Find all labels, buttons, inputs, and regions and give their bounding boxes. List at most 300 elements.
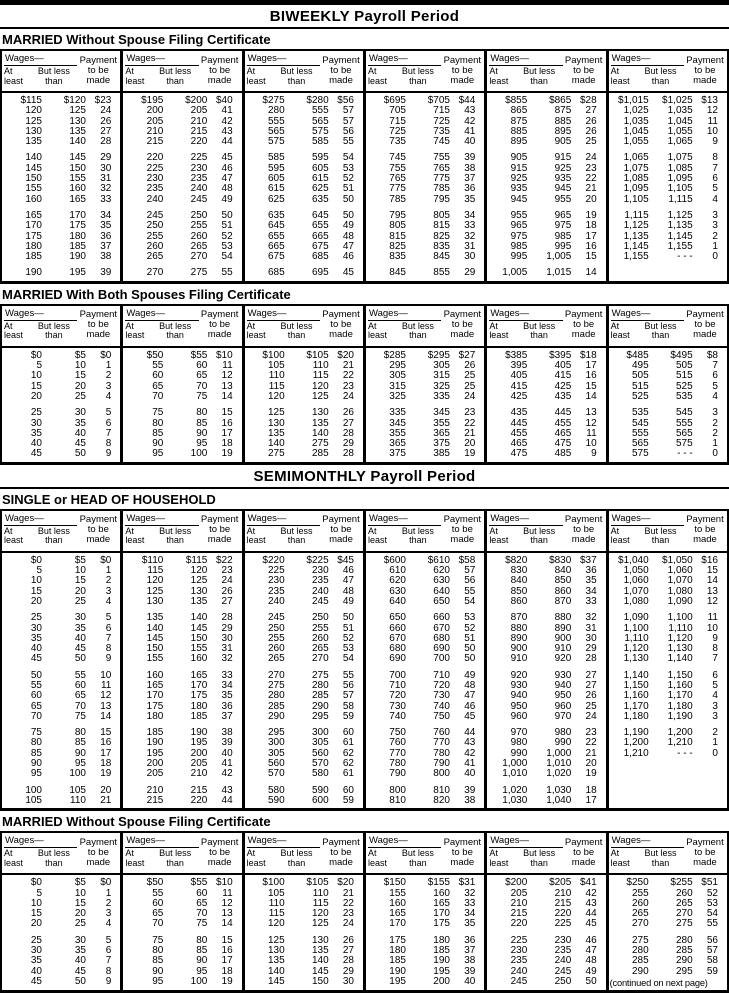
at-least-value: 305 xyxy=(267,747,285,759)
column-group-header xyxy=(609,833,727,875)
but-less-than-value: 855 xyxy=(433,267,450,279)
but-less-than-value: 345 xyxy=(433,407,450,419)
payment-value: 59 xyxy=(342,794,354,806)
wages-header xyxy=(125,834,198,873)
payment-value: 27 xyxy=(585,669,597,681)
at-least-value: 160 xyxy=(25,193,42,205)
at-least-value: 455 xyxy=(510,427,528,439)
payment-value: 43 xyxy=(585,897,597,909)
at-least-value: 280 xyxy=(267,105,285,117)
payment-value: 40 xyxy=(464,975,476,987)
at-least-value: 85 xyxy=(30,747,42,759)
row-block xyxy=(487,351,605,402)
at-least-value: 505 xyxy=(631,370,649,382)
payment-value: 56 xyxy=(706,934,718,946)
payment-label: Payment to be made xyxy=(200,836,239,868)
table-row xyxy=(609,351,727,361)
but-less-than-value: 110 xyxy=(70,794,86,806)
table-row xyxy=(245,408,363,418)
but-less-than-value: 1,085 xyxy=(667,162,693,174)
but-less-than-value: 50 xyxy=(74,975,86,987)
at-least-value: 835 xyxy=(389,251,406,263)
but-less-than-value: 15 xyxy=(74,575,86,587)
at-least-value: 60 xyxy=(30,690,42,702)
but-less-than-value: 180 xyxy=(69,230,86,242)
at-least-value: 5 xyxy=(36,887,42,899)
payment-value: 42 xyxy=(585,887,597,899)
table-row xyxy=(366,195,484,205)
payment-value: 0 xyxy=(712,747,718,759)
payment-label: Payment to be made xyxy=(200,54,239,86)
at-least-value: 200 xyxy=(146,758,164,770)
at-least-value: 25 xyxy=(30,612,42,624)
at-least-label: At least xyxy=(4,66,24,86)
but-less-than-value: 860 xyxy=(554,585,572,597)
payment-value: 33 xyxy=(464,897,476,909)
at-least-value: 1,020 xyxy=(502,784,528,796)
payment-value: 3 xyxy=(712,209,718,221)
payment-value: 24 xyxy=(585,710,597,722)
but-less-than-value: $1,025 xyxy=(662,95,693,106)
payment-value: 48 xyxy=(221,183,233,195)
but-less-than-value: 255 xyxy=(311,622,329,634)
but-less-than-value: 715 xyxy=(433,105,450,117)
wage-column-group xyxy=(606,51,727,281)
at-least-value: 825 xyxy=(389,240,406,252)
payment-value: 23 xyxy=(464,407,476,419)
payment-label: Payment to be made xyxy=(79,54,118,86)
wage-subheaders xyxy=(247,526,320,546)
but-less-than-value: 575 xyxy=(311,125,329,137)
but-less-than-value: 10 xyxy=(74,887,86,899)
but-less-than-value: 645 xyxy=(311,209,329,221)
but-less-than-value: 1,080 xyxy=(667,585,693,597)
payment-value: 3 xyxy=(105,585,112,597)
row-block xyxy=(487,408,605,459)
row-block xyxy=(366,936,484,987)
payment-value: $20 xyxy=(337,877,354,889)
at-least-value: 265 xyxy=(146,251,164,263)
at-least-value: 220 xyxy=(146,152,164,164)
payment-value: 24 xyxy=(585,152,597,164)
but-less-than-value: 185 xyxy=(69,240,86,252)
wages-label: Wages— xyxy=(4,834,77,848)
row-block xyxy=(123,728,241,779)
at-least-value: 1,035 xyxy=(623,115,649,127)
payment-value: 23 xyxy=(221,565,233,577)
payment-value: 53 xyxy=(221,240,233,252)
at-least-value: 70 xyxy=(152,918,164,930)
but-less-than-value: 265 xyxy=(311,643,329,655)
but-less-than-value: 615 xyxy=(311,173,329,185)
but-less-than-label: But less than xyxy=(159,320,192,341)
table-row xyxy=(245,654,363,664)
at-least-value: 270 xyxy=(146,267,164,279)
payment-value: 46 xyxy=(342,251,354,263)
but-less-than-value: 140 xyxy=(69,136,86,148)
table-row xyxy=(123,613,241,623)
table-row xyxy=(2,878,120,888)
but-less-than-value: 825 xyxy=(433,230,450,242)
payment-value: 45 xyxy=(585,918,597,930)
payment-value: 6 xyxy=(105,945,112,957)
at-least-value: 40 xyxy=(30,965,42,977)
at-least-value: 110 xyxy=(268,370,285,382)
column-group-body xyxy=(366,93,484,281)
at-least-value: 155 xyxy=(389,887,406,899)
but-less-than-value: 800 xyxy=(433,768,450,780)
payment-value: 60 xyxy=(342,727,354,739)
but-less-than-value: 205 xyxy=(190,758,208,770)
but-less-than-value: 70 xyxy=(196,908,208,920)
at-least-value: $1,015 xyxy=(618,95,649,106)
but-less-than-value: 100 xyxy=(190,448,208,460)
table-row xyxy=(2,439,120,449)
payment-value: 6 xyxy=(712,669,718,681)
but-less-than-value: 1,090 xyxy=(667,595,693,607)
row-block xyxy=(609,211,727,262)
wage-column-group xyxy=(242,511,363,809)
at-least-value: 100 xyxy=(25,784,42,796)
at-least-label: At least xyxy=(4,525,24,546)
wages-header xyxy=(368,512,441,551)
payment-value: 32 xyxy=(464,887,476,899)
but-less-than-value: 185 xyxy=(433,945,450,957)
but-less-than-value: 30 xyxy=(74,612,86,624)
row-block xyxy=(245,613,363,664)
payment-value: 1 xyxy=(105,565,112,577)
but-less-than-value: 1,125 xyxy=(667,209,693,221)
at-least-value: 850 xyxy=(510,585,528,597)
payment-value: 37 xyxy=(464,173,476,185)
payment-value: 33 xyxy=(585,595,597,607)
column-group-body xyxy=(245,875,363,990)
at-least-value: 245 xyxy=(267,612,285,624)
row-block xyxy=(366,268,484,278)
at-least-value: 765 xyxy=(389,173,406,185)
but-less-than-value: 1,075 xyxy=(667,152,693,164)
but-less-than-value: 965 xyxy=(554,209,572,221)
payment-value: 41 xyxy=(464,125,476,137)
table-row xyxy=(366,449,484,459)
payment-value: 6 xyxy=(712,173,718,185)
column-group-header xyxy=(245,306,363,348)
column-group-body xyxy=(366,348,484,462)
payment-value: 12 xyxy=(221,370,233,382)
period-title-semimonthly: SEMIMONTHLY Payroll Period xyxy=(0,465,729,489)
but-less-than-value: 955 xyxy=(554,193,572,205)
table-row xyxy=(366,137,484,147)
at-least-value: 300 xyxy=(267,737,285,749)
payment-value: 27 xyxy=(221,595,233,607)
payment-value: 9 xyxy=(105,975,112,987)
but-less-than-value: 85 xyxy=(74,737,86,749)
row-block xyxy=(245,96,363,147)
wages-label: Wages— xyxy=(489,52,562,66)
column-group-body xyxy=(123,93,241,281)
row-block xyxy=(366,96,484,147)
payment-label: Payment to be made xyxy=(79,836,118,868)
at-least-value: 740 xyxy=(389,710,406,722)
at-least-value: 75 xyxy=(152,934,164,946)
payment-value: 17 xyxy=(221,427,233,439)
payment-value: 20 xyxy=(100,784,112,796)
payment-value: 44 xyxy=(221,136,233,148)
payment-label: Payment to be made xyxy=(686,836,724,868)
but-less-than-value: 30 xyxy=(74,407,86,419)
payment-value: 57 xyxy=(342,115,354,127)
row-block xyxy=(2,408,120,459)
row-block xyxy=(2,613,120,664)
at-least-value: 45 xyxy=(30,448,42,460)
at-least-value: 140 xyxy=(267,965,285,977)
at-least-value: 140 xyxy=(267,438,285,450)
at-least-value: 140 xyxy=(25,152,42,164)
but-less-than-value: 125 xyxy=(69,105,86,117)
payment-value: 9 xyxy=(712,136,718,148)
row-block xyxy=(123,96,241,147)
payment-value: 14 xyxy=(221,918,233,930)
but-less-than-value: 1,120 xyxy=(667,632,693,644)
table-row xyxy=(609,449,727,459)
at-least-value: 575 xyxy=(631,448,649,460)
but-less-than-label: But less than xyxy=(280,848,313,868)
table-row xyxy=(2,919,120,929)
at-least-value: 180 xyxy=(25,240,42,252)
at-least-label: At least xyxy=(246,66,266,86)
but-less-than-value: 1,170 xyxy=(667,690,693,702)
but-less-than-value: 260 xyxy=(311,632,329,644)
but-less-than-value: 300 xyxy=(311,727,329,739)
table-row xyxy=(609,967,727,977)
wage-subheaders xyxy=(489,848,562,868)
wage-subheaders xyxy=(368,526,441,546)
payment-value: 54 xyxy=(221,251,233,263)
at-least-value: 95 xyxy=(152,448,164,460)
at-least-value: 525 xyxy=(631,390,649,402)
table-row xyxy=(2,946,120,956)
payment-value: 17 xyxy=(221,955,233,967)
column-group-body xyxy=(487,348,605,462)
payment-value: 25 xyxy=(464,370,476,382)
at-least-value: $1,040 xyxy=(618,554,649,566)
at-least-value: 1,005 xyxy=(502,267,528,279)
payment-value: 36 xyxy=(464,183,476,195)
payment-value: 43 xyxy=(464,737,476,749)
row-block xyxy=(366,351,484,402)
but-less-than-value: 145 xyxy=(311,965,329,977)
table-row xyxy=(366,268,484,278)
but-less-than-value: 635 xyxy=(311,193,329,205)
table-row xyxy=(366,796,484,806)
at-least-value: 95 xyxy=(152,975,164,987)
payment-value: 27 xyxy=(342,945,354,957)
but-less-than-value: 805 xyxy=(433,209,450,221)
payment-value: 8 xyxy=(105,643,112,655)
but-less-than-label: But less than xyxy=(37,848,70,868)
but-less-than-value: 85 xyxy=(196,945,208,957)
row-block xyxy=(487,153,605,204)
at-least-value: 245 xyxy=(146,209,164,221)
but-less-than-value: 285 xyxy=(311,690,329,702)
period-title-biweekly: BIWEEKLY Payroll Period xyxy=(0,5,729,29)
at-least-value: 275 xyxy=(631,934,649,946)
row-block xyxy=(366,211,484,262)
but-less-than-value: 225 xyxy=(554,918,572,930)
at-least-value: 75 xyxy=(30,727,42,739)
payment-value: $0 xyxy=(100,554,112,566)
at-least-label: At least xyxy=(610,848,630,868)
at-least-value: 395 xyxy=(510,360,528,372)
continued-note: (continued on next page) xyxy=(609,977,708,988)
payment-value: 11 xyxy=(707,115,718,127)
table-row xyxy=(487,439,605,449)
but-less-than-value: 820 xyxy=(433,794,450,806)
at-least-value: 305 xyxy=(389,370,406,382)
wage-subheaders xyxy=(125,848,198,868)
table-row xyxy=(2,576,120,586)
at-least-value: 55 xyxy=(30,679,42,691)
but-less-than-value: 45 xyxy=(74,438,86,450)
but-less-than-value: 670 xyxy=(433,622,450,634)
payment-value: 22 xyxy=(585,737,597,749)
but-less-than-value: $705 xyxy=(427,95,450,106)
but-less-than-value: 210 xyxy=(190,115,208,127)
but-less-than-value: 605 xyxy=(311,162,329,174)
at-least-value: 190 xyxy=(25,267,42,279)
but-less-than-label: But less than xyxy=(37,66,70,86)
but-less-than-label: But less than xyxy=(401,66,434,86)
at-least-value: 935 xyxy=(510,183,528,195)
at-least-value: 1,070 xyxy=(623,585,649,597)
payment-value: 42 xyxy=(221,115,233,127)
payment-value: 36 xyxy=(585,565,597,577)
but-less-than-value: - - - xyxy=(677,747,693,759)
payment-value: 50 xyxy=(342,612,354,624)
payment-value: 24 xyxy=(100,105,112,117)
but-less-than-value: 215 xyxy=(190,125,208,137)
row-block xyxy=(487,211,605,262)
at-least-value: 985 xyxy=(510,240,528,252)
at-least-value: $115 xyxy=(20,95,42,106)
table-row xyxy=(609,419,727,429)
at-least-value: 770 xyxy=(389,747,406,759)
wage-subheaders xyxy=(125,526,198,546)
but-less-than-value: 1,110 xyxy=(668,622,693,634)
at-least-value: 1,160 xyxy=(623,690,649,702)
column-group-header xyxy=(366,511,484,553)
at-least-value: 445 xyxy=(510,417,528,429)
but-less-than-value: 405 xyxy=(554,360,572,372)
row-block xyxy=(245,878,363,929)
at-least-value: 1,190 xyxy=(623,727,649,739)
payment-value: 30 xyxy=(221,632,233,644)
at-least-value: 250 xyxy=(146,220,164,232)
at-least-value: 660 xyxy=(389,622,406,634)
payment-value: 55 xyxy=(706,918,718,930)
but-less-than-value: 250 xyxy=(311,612,329,624)
but-less-than-label: But less than xyxy=(644,66,677,86)
wages-header xyxy=(611,512,684,551)
at-least-label: At least xyxy=(610,320,630,341)
section-heading: MARRIED Without Spouse Filing Certificate xyxy=(2,814,271,830)
payment-value: $41 xyxy=(579,877,597,889)
row-block xyxy=(123,936,241,987)
column-group-header xyxy=(609,306,727,348)
but-less-than-value: 20 xyxy=(74,585,86,597)
payment-value: 49 xyxy=(342,220,354,232)
but-less-than-value: 25 xyxy=(74,390,86,402)
wages-label: Wages— xyxy=(368,307,441,321)
row-block xyxy=(123,556,241,607)
but-less-than-value: 55 xyxy=(74,669,86,681)
payment-value: 57 xyxy=(464,565,476,577)
at-least-value: 45 xyxy=(30,975,42,987)
but-less-than-value: 270 xyxy=(190,251,208,263)
payment-value: 14 xyxy=(221,390,233,402)
wage-subheaders xyxy=(611,321,684,341)
payment-value: 1 xyxy=(105,887,112,899)
but-less-than-value: 710 xyxy=(433,669,450,681)
wages-label: Wages— xyxy=(247,512,320,526)
table-row xyxy=(609,382,727,392)
at-least-value: 265 xyxy=(631,908,649,920)
but-less-than-value: 150 xyxy=(311,975,329,987)
but-less-than-value: 750 xyxy=(433,710,450,722)
but-less-than-value: $610 xyxy=(427,554,450,566)
but-less-than-value: $495 xyxy=(670,349,693,361)
payment-value: 47 xyxy=(464,690,476,702)
at-least-value: 130 xyxy=(25,125,42,137)
table-row xyxy=(609,195,727,205)
wages-header xyxy=(489,834,562,873)
payment-value: 34 xyxy=(464,209,476,221)
at-least-value: 705 xyxy=(389,105,406,117)
row-block xyxy=(245,268,363,278)
table-row xyxy=(609,392,727,402)
row-block xyxy=(245,936,363,987)
at-least-value: 245 xyxy=(510,975,528,987)
payment-value: 19 xyxy=(221,975,233,987)
at-least-value: 165 xyxy=(25,209,42,221)
at-least-value: 105 xyxy=(25,794,42,806)
but-less-than-value: 565 xyxy=(675,427,693,439)
payment-value: 38 xyxy=(100,251,112,263)
row-block xyxy=(366,671,484,722)
payment-value: $10 xyxy=(215,349,233,361)
payment-value: 51 xyxy=(342,183,354,195)
but-less-than-value: 90 xyxy=(196,955,208,967)
column-group-header xyxy=(366,833,484,875)
wage-subheaders xyxy=(247,321,320,341)
payment-value: 45 xyxy=(464,710,476,722)
payment-value: 35 xyxy=(464,193,476,205)
at-least-value: 655 xyxy=(267,230,285,242)
but-less-than-value: $155 xyxy=(427,877,450,889)
payment-value: 42 xyxy=(221,768,233,780)
at-least-value: 10 xyxy=(30,897,42,909)
at-least-value: 1,100 xyxy=(623,622,649,634)
at-least-value: 120 xyxy=(25,105,42,117)
but-less-than-value: 1,000 xyxy=(546,747,572,759)
payment-value: 52 xyxy=(342,632,354,644)
at-least-label: At least xyxy=(125,66,145,86)
table-row xyxy=(609,137,727,147)
payment-value: 0 xyxy=(712,448,718,460)
but-less-than-value: 35 xyxy=(74,417,86,429)
but-less-than-value: 1,150 xyxy=(667,669,693,681)
at-least-value: 180 xyxy=(146,710,164,722)
